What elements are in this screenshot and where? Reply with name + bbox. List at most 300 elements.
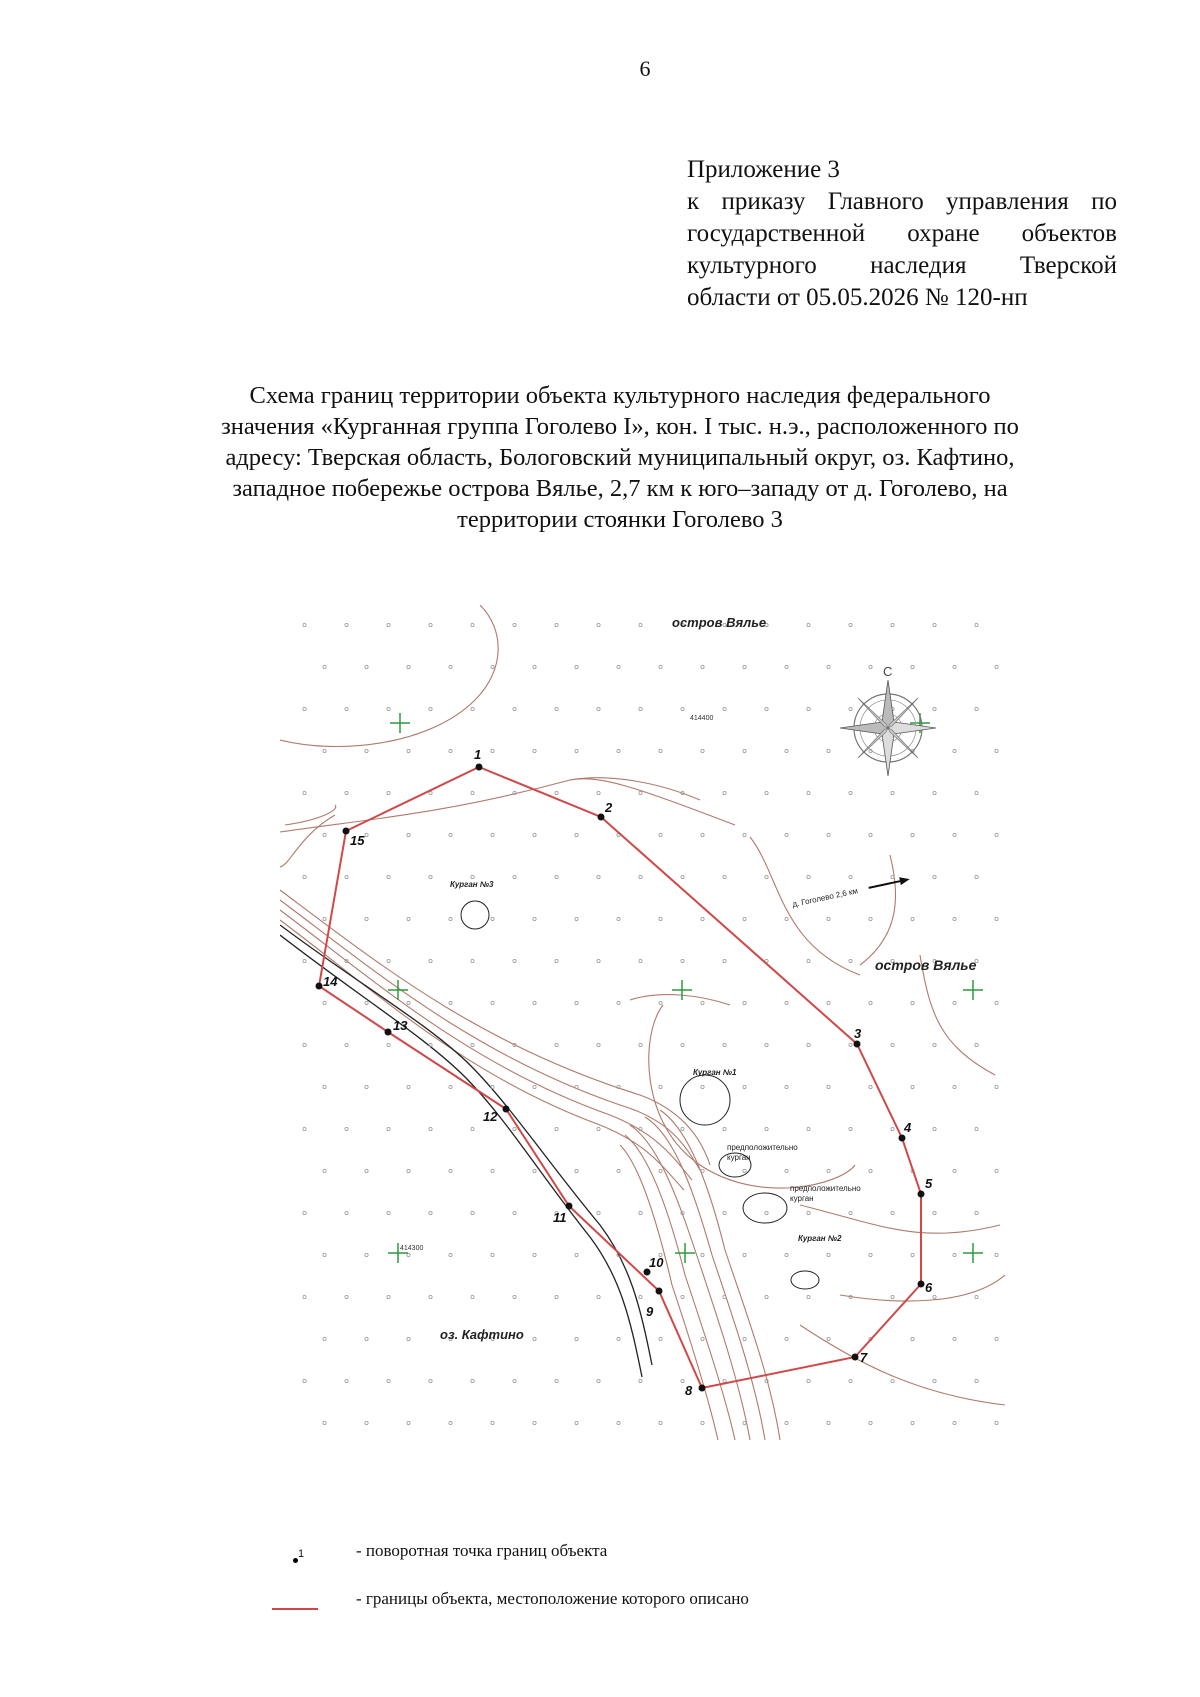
title-line: территории стоянки Гоголево 3 <box>457 506 783 533</box>
survey-dot <box>513 1127 516 1130</box>
survey-dot <box>555 1379 558 1382</box>
turning-point <box>503 1106 510 1113</box>
survey-dot <box>387 959 390 962</box>
survey-dot <box>849 791 852 794</box>
survey-dot <box>365 833 368 836</box>
survey-dot <box>513 875 516 878</box>
survey-dot <box>575 1421 578 1424</box>
survey-dot <box>323 665 326 668</box>
survey-dot <box>597 959 600 962</box>
object-boundary <box>319 767 921 1388</box>
lake-label: оз. Кафтино <box>440 1327 524 1342</box>
turning-point <box>918 1281 925 1288</box>
survey-dot <box>513 623 516 626</box>
survey-dot <box>555 1043 558 1046</box>
survey-dot <box>827 1421 830 1424</box>
maybe-kurgan-b-line1: предположительно <box>790 1184 861 1193</box>
survey-dot <box>701 749 704 752</box>
survey-dot <box>597 707 600 710</box>
survey-dot <box>345 875 348 878</box>
survey-dot <box>849 1127 852 1130</box>
survey-dot <box>911 1085 914 1088</box>
point-label-2: 2 <box>605 800 613 815</box>
grid-label-top: 414400 <box>690 715 714 722</box>
survey-dot <box>659 749 662 752</box>
survey-dot <box>491 1085 494 1088</box>
survey-dot <box>303 1295 306 1298</box>
survey-dot <box>995 1253 998 1256</box>
survey-dot <box>471 707 474 710</box>
survey-dot <box>303 959 306 962</box>
survey-dot <box>765 1211 768 1214</box>
survey-dot <box>911 833 914 836</box>
survey-dot <box>995 749 998 752</box>
turning-point <box>385 1029 392 1036</box>
survey-dot <box>869 1253 872 1256</box>
survey-dot <box>723 1127 726 1130</box>
survey-dot <box>869 833 872 836</box>
survey-dot <box>365 1421 368 1424</box>
survey-dot <box>555 1295 558 1298</box>
survey-dot <box>597 623 600 626</box>
survey-dot <box>827 749 830 752</box>
survey-dot <box>597 1211 600 1214</box>
survey-dot <box>513 1211 516 1214</box>
survey-dot <box>533 1169 536 1172</box>
kurgan-3-label: Курган №3 <box>450 880 494 889</box>
maybe-kurgan-b-circle <box>743 1193 787 1223</box>
survey-dot <box>555 707 558 710</box>
survey-dot <box>303 1379 306 1382</box>
survey-dot <box>827 1085 830 1088</box>
survey-dot <box>471 791 474 794</box>
survey-dot <box>765 1127 768 1130</box>
survey-dot <box>849 1379 852 1382</box>
survey-dot <box>597 1295 600 1298</box>
survey-dot <box>743 917 746 920</box>
point-label-10: 10 <box>649 1255 664 1270</box>
survey-dot <box>743 1421 746 1424</box>
survey-dot <box>933 875 936 878</box>
survey-dot <box>365 665 368 668</box>
point-label-3: 3 <box>854 1026 862 1041</box>
grid-cross <box>963 980 983 1000</box>
survey-dot <box>407 1169 410 1172</box>
survey-dot <box>387 875 390 878</box>
survey-dot <box>659 833 662 836</box>
survey-dot <box>869 1169 872 1172</box>
survey-dot <box>765 791 768 794</box>
survey-dot <box>639 1211 642 1214</box>
survey-dot <box>407 917 410 920</box>
survey-dot <box>995 665 998 668</box>
turning-point <box>566 1203 573 1210</box>
survey-dot <box>701 1001 704 1004</box>
survey-dot <box>953 1337 956 1340</box>
survey-dot <box>387 1211 390 1214</box>
survey-dot <box>807 791 810 794</box>
survey-dot <box>995 1001 998 1004</box>
survey-dot <box>365 1085 368 1088</box>
point-label-5: 5 <box>925 1176 933 1191</box>
survey-dot <box>449 1421 452 1424</box>
legend-boundary-line-icon <box>272 1608 318 1610</box>
grid-label-left: 414300 <box>400 1245 424 1252</box>
survey-dot <box>849 1043 852 1046</box>
survey-dot <box>681 1379 684 1382</box>
survey-dot <box>765 1043 768 1046</box>
survey-dot <box>429 1211 432 1214</box>
survey-dot <box>701 833 704 836</box>
survey-dot <box>533 833 536 836</box>
survey-dot <box>807 707 810 710</box>
survey-dot <box>743 1085 746 1088</box>
survey-dot <box>365 1253 368 1256</box>
turning-point <box>656 1288 663 1295</box>
survey-dot <box>303 1043 306 1046</box>
survey-dot <box>303 791 306 794</box>
survey-dot <box>785 749 788 752</box>
survey-dot <box>387 1379 390 1382</box>
survey-dot <box>701 1085 704 1088</box>
survey-dot <box>953 1085 956 1088</box>
survey-dot <box>491 1253 494 1256</box>
survey-dot <box>723 875 726 878</box>
survey-dot <box>975 1295 978 1298</box>
survey-dot <box>323 1337 326 1340</box>
survey-dot <box>303 1127 306 1130</box>
survey-dot <box>785 1421 788 1424</box>
survey-dot <box>387 707 390 710</box>
survey-dot <box>933 1127 936 1130</box>
survey-dot <box>345 1211 348 1214</box>
survey-dot <box>639 959 642 962</box>
survey-dot <box>533 1001 536 1004</box>
survey-dot <box>597 1043 600 1046</box>
title-line: Схема границ территории объекта культурного наследия федерального <box>249 382 991 409</box>
survey-dot <box>659 1337 662 1340</box>
survey-dot <box>555 875 558 878</box>
point-label-1: 1 <box>474 747 482 762</box>
survey-dot <box>407 1001 410 1004</box>
survey-dot <box>743 1337 746 1340</box>
survey-dot <box>407 749 410 752</box>
survey-dot <box>471 1295 474 1298</box>
survey-dot <box>429 1127 432 1130</box>
survey-dot <box>723 959 726 962</box>
survey-dot <box>345 1295 348 1298</box>
survey-dot <box>995 1421 998 1424</box>
survey-dot <box>933 791 936 794</box>
survey-dot <box>785 1169 788 1172</box>
survey-dot <box>513 707 516 710</box>
survey-dot <box>345 1127 348 1130</box>
survey-dot <box>933 623 936 626</box>
survey-dot <box>723 1211 726 1214</box>
survey-dot <box>345 707 348 710</box>
survey-dot <box>533 917 536 920</box>
survey-dot <box>387 623 390 626</box>
survey-dot <box>303 623 306 626</box>
kurgan-1-label: Курган №1 <box>693 1068 737 1077</box>
point-label-15: 15 <box>350 833 365 848</box>
survey-dot <box>575 1001 578 1004</box>
survey-dot <box>533 1337 536 1340</box>
survey-dot <box>975 623 978 626</box>
legend-point-text: - поворотная точка границ объекта <box>356 1541 608 1560</box>
survey-dot <box>891 791 894 794</box>
survey-dot <box>323 749 326 752</box>
point-label-7: 7 <box>860 1350 868 1365</box>
survey-dot <box>533 1421 536 1424</box>
survey-dot <box>911 665 914 668</box>
survey-dot <box>555 791 558 794</box>
survey-dot <box>807 875 810 878</box>
survey-dot <box>449 749 452 752</box>
survey-dot <box>827 833 830 836</box>
survey-dot <box>387 1043 390 1046</box>
survey-dot <box>491 917 494 920</box>
survey-dot <box>723 1043 726 1046</box>
survey-dot <box>387 1127 390 1130</box>
point-label-14: 14 <box>323 974 338 989</box>
survey-dot <box>911 1253 914 1256</box>
survey-dot <box>807 1379 810 1382</box>
survey-dot <box>449 1253 452 1256</box>
survey-dot <box>975 1127 978 1130</box>
survey-dot <box>765 875 768 878</box>
appendix-line: области от 05.05.2026 № 120-нп <box>687 284 1028 311</box>
survey-dot <box>323 1001 326 1004</box>
turning-point <box>918 1191 925 1198</box>
survey-dot <box>869 1421 872 1424</box>
survey-dot <box>471 1211 474 1214</box>
survey-dot <box>365 917 368 920</box>
survey-dot <box>849 959 852 962</box>
survey-dot <box>807 1295 810 1298</box>
survey-dot <box>303 707 306 710</box>
survey-dot <box>827 1001 830 1004</box>
survey-dot <box>933 1043 936 1046</box>
survey-dot <box>513 1295 516 1298</box>
survey-dot <box>429 707 432 710</box>
survey-dot <box>617 1337 620 1340</box>
survey-dot <box>681 1043 684 1046</box>
compass-rose-icon <box>840 664 936 776</box>
grid-cross <box>675 1243 695 1263</box>
survey-dot <box>617 1421 620 1424</box>
survey-dot <box>953 1421 956 1424</box>
survey-dot <box>701 1337 704 1340</box>
survey-dot <box>785 665 788 668</box>
survey-dot <box>743 665 746 668</box>
survey-dot <box>891 1211 894 1214</box>
survey-dot <box>827 1169 830 1172</box>
survey-dot <box>639 707 642 710</box>
survey-dot <box>533 749 536 752</box>
point-label-8: 8 <box>685 1383 693 1398</box>
survey-dot <box>743 833 746 836</box>
title-line: адресу: Тверская область, Бологовский муниципальный округ, оз. Кафтино, <box>225 444 1015 471</box>
survey-dot <box>743 1001 746 1004</box>
survey-dot <box>639 1043 642 1046</box>
survey-dot <box>701 1421 704 1424</box>
legend-line-text: - границы объекта, местоположение которого описано <box>356 1589 749 1608</box>
survey-dot <box>701 917 704 920</box>
survey-dot <box>891 1043 894 1046</box>
title-line: западное побережье острова Вялье, 2,7 км к юго–западу от д. Гоголево, на <box>232 475 1008 502</box>
survey-dot <box>639 623 642 626</box>
survey-dot <box>617 1001 620 1004</box>
survey-dot <box>617 665 620 668</box>
turning-point <box>598 814 605 821</box>
survey-dot <box>639 791 642 794</box>
direction-label: д. Гоголево 2,6 км <box>791 886 859 909</box>
survey-dot <box>323 917 326 920</box>
survey-dot <box>491 1421 494 1424</box>
point-label-12: 12 <box>483 1109 498 1124</box>
survey-dot <box>995 1085 998 1088</box>
survey-dot <box>723 707 726 710</box>
survey-dot <box>807 623 810 626</box>
survey-dot <box>407 833 410 836</box>
survey-dot <box>827 917 830 920</box>
island-label-top: остров Вялье <box>672 615 767 630</box>
survey-dot <box>575 1253 578 1256</box>
survey-dot <box>933 1211 936 1214</box>
survey-dot <box>449 1085 452 1088</box>
survey-dot <box>491 749 494 752</box>
survey-dot <box>575 1337 578 1340</box>
survey-dot <box>555 959 558 962</box>
survey-dot <box>323 1253 326 1256</box>
survey-dot <box>785 1253 788 1256</box>
survey-dot <box>449 665 452 668</box>
point-label-9: 9 <box>646 1304 654 1319</box>
survey-dot <box>639 1295 642 1298</box>
survey-dot <box>869 665 872 668</box>
appendix-block <box>687 154 1117 314</box>
survey-dot <box>345 1043 348 1046</box>
survey-dot <box>743 1169 746 1172</box>
survey-dot <box>723 1379 726 1382</box>
survey-dot <box>365 1337 368 1340</box>
survey-dot <box>471 1127 474 1130</box>
survey-dot <box>911 1421 914 1424</box>
maybe-kurgan-b-line2: курган <box>790 1194 814 1203</box>
survey-dot <box>765 707 768 710</box>
survey-dot <box>891 875 894 878</box>
survey-dot <box>449 833 452 836</box>
survey-dot <box>513 1379 516 1382</box>
survey-dot <box>533 1085 536 1088</box>
survey-dot <box>995 917 998 920</box>
appendix-line: культурного наследия Тверской <box>687 252 1117 279</box>
survey-dot <box>765 1295 768 1298</box>
survey-dot <box>953 1169 956 1172</box>
title-line: значения «Курганная группа Гоголево I», кон. I тыс. н.э., расположенного по <box>221 413 1019 440</box>
turning-point <box>316 983 323 990</box>
survey-dot <box>975 707 978 710</box>
point-label-6: 6 <box>925 1280 933 1295</box>
survey-dot <box>807 1211 810 1214</box>
direction-arrow-head-icon <box>899 875 910 885</box>
survey-dot <box>723 791 726 794</box>
survey-dot <box>995 1337 998 1340</box>
survey-dot <box>933 1295 936 1298</box>
grid-cross <box>390 713 410 733</box>
survey-dot <box>303 1211 306 1214</box>
survey-dot <box>639 875 642 878</box>
survey-dot <box>995 1169 998 1172</box>
survey-dot <box>471 959 474 962</box>
direction-pointer <box>792 875 911 909</box>
kurgan-1-circle <box>680 1075 730 1125</box>
survey-dot <box>659 1085 662 1088</box>
survey-dot <box>681 707 684 710</box>
survey-dot <box>323 833 326 836</box>
turning-points <box>316 764 925 1392</box>
survey-dot <box>449 1001 452 1004</box>
turning-point <box>699 1385 706 1392</box>
survey-dot <box>303 875 306 878</box>
point-label-4: 4 <box>904 1120 912 1135</box>
survey-dot <box>555 623 558 626</box>
survey-dot <box>597 875 600 878</box>
maybe-kurgan-a-line2: курган <box>727 1153 751 1162</box>
survey-dot <box>659 1421 662 1424</box>
appendix-line: Приложение 3 <box>687 156 840 183</box>
survey-dot <box>597 1127 600 1130</box>
survey-dot <box>911 1001 914 1004</box>
survey-dot <box>575 665 578 668</box>
turning-point <box>852 1354 859 1361</box>
survey-dot <box>323 1421 326 1424</box>
survey-dot <box>785 1337 788 1340</box>
survey-dot <box>659 665 662 668</box>
survey-dot <box>953 749 956 752</box>
survey-dot <box>471 875 474 878</box>
turning-point <box>854 1041 861 1048</box>
survey-dot <box>975 1211 978 1214</box>
survey-dot <box>807 1043 810 1046</box>
survey-dot <box>617 917 620 920</box>
survey-dot <box>681 1127 684 1130</box>
survey-dot <box>785 917 788 920</box>
kurgan-2-circle <box>791 1271 819 1289</box>
survey-dot <box>323 1169 326 1172</box>
survey-dot <box>617 749 620 752</box>
survey-dot <box>597 791 600 794</box>
compass-letter: С <box>883 664 893 679</box>
survey-dot <box>365 749 368 752</box>
survey-dot <box>575 1169 578 1172</box>
survey-dot <box>345 1379 348 1382</box>
survey-dot <box>743 1253 746 1256</box>
survey-dot <box>681 959 684 962</box>
survey-dot <box>617 1169 620 1172</box>
survey-dot <box>555 1127 558 1130</box>
boundary-map <box>280 605 1005 1440</box>
survey-dot <box>659 1169 662 1172</box>
shoreline <box>280 925 652 1377</box>
survey-dot <box>911 1337 914 1340</box>
point-label-11: 11 <box>553 1210 567 1225</box>
survey-dot <box>429 959 432 962</box>
survey-dot <box>345 791 348 794</box>
survey-dot <box>869 917 872 920</box>
map-svg <box>280 605 1005 1440</box>
